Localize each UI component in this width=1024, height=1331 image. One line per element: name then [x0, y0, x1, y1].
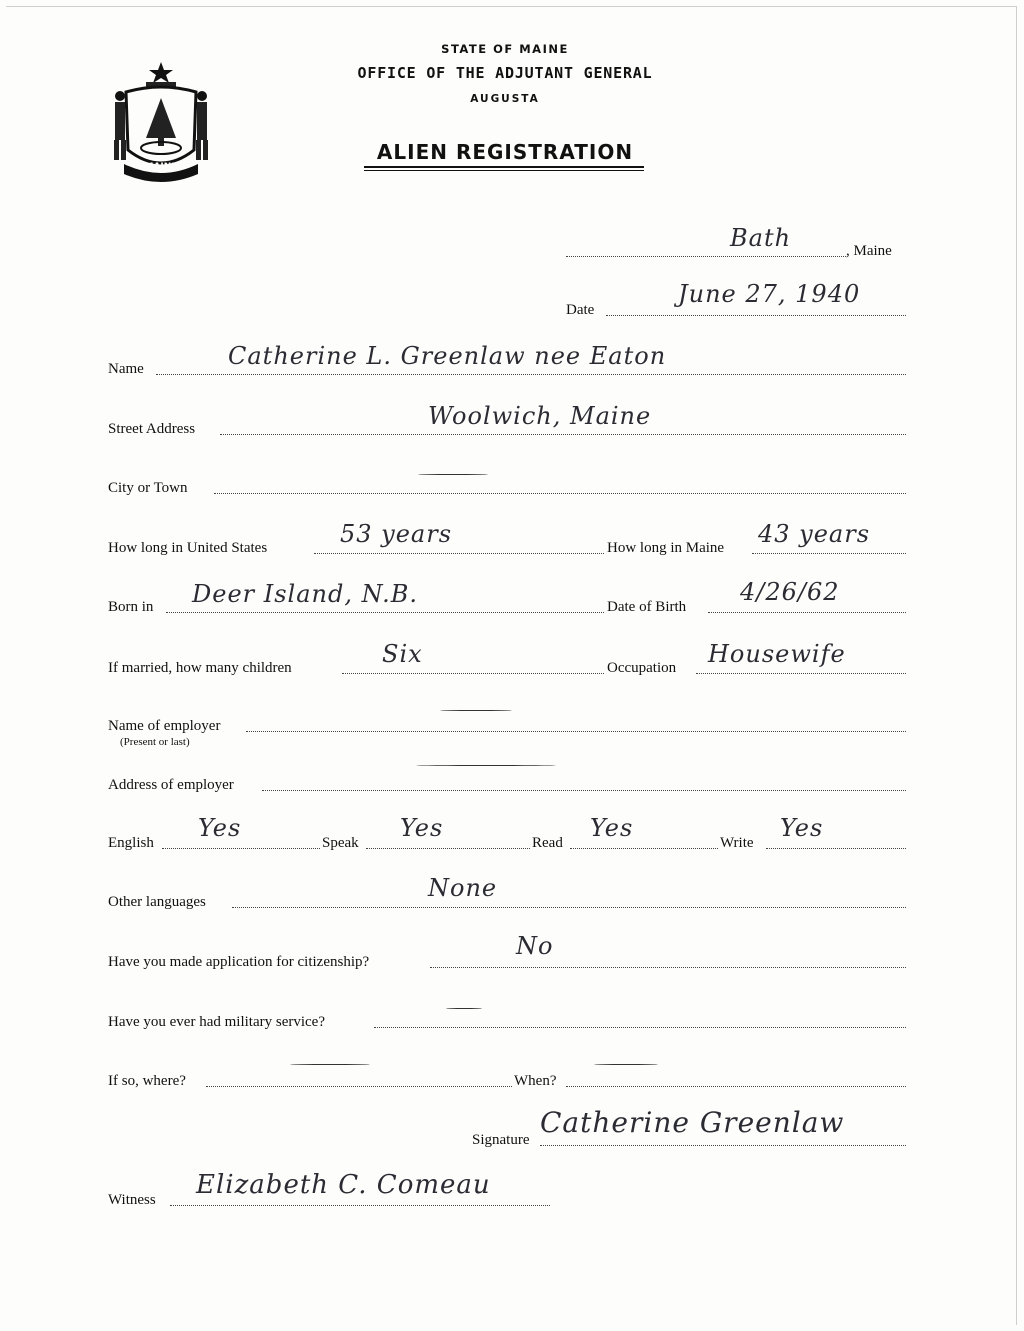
- occupation-line: [696, 673, 906, 674]
- read-line: [570, 848, 718, 849]
- write-entry[interactable]: Yes: [780, 814, 824, 842]
- how-long-maine-line: [752, 553, 906, 554]
- signature-entry[interactable]: Catherine Greenlaw: [540, 1106, 845, 1139]
- write-label: Write: [720, 835, 754, 851]
- title-underline: [364, 166, 644, 168]
- employer-blank-dash: [440, 710, 512, 711]
- speak-label: Speak: [322, 835, 359, 851]
- other-languages-label: Other languages: [108, 894, 206, 910]
- how-long-us-line: [314, 553, 604, 554]
- english-label: English: [108, 835, 154, 851]
- military-blank-dash: [446, 1008, 482, 1009]
- city-line: [214, 493, 906, 494]
- dob-line: [708, 612, 906, 613]
- signature-line: [540, 1145, 906, 1146]
- witness-line: [170, 1205, 550, 1206]
- other-languages-entry[interactable]: None: [428, 874, 498, 902]
- where-line: [206, 1086, 512, 1087]
- when-line: [566, 1086, 906, 1087]
- english-entry[interactable]: Yes: [198, 814, 242, 842]
- born-in-entry[interactable]: Deer Island, N.B.: [192, 580, 418, 608]
- citizenship-label: Have you made application for citizenship?: [108, 954, 370, 970]
- speak-line: [366, 848, 530, 849]
- how-long-maine-label: How long in Maine: [607, 540, 725, 556]
- title-underline-thin: [364, 170, 644, 171]
- dob-entry[interactable]: 4/26/62: [740, 578, 840, 606]
- children-label: If married, how many children: [108, 660, 292, 676]
- dob-label: Date of Birth: [607, 599, 687, 615]
- read-entry[interactable]: Yes: [590, 814, 634, 842]
- city-label: City or Town: [108, 480, 188, 496]
- employer-line: [246, 731, 906, 732]
- born-in-label: Born in: [108, 599, 154, 615]
- form-title: ALIEN REGISTRATION: [376, 140, 634, 164]
- how-long-us-label: How long in United States: [108, 540, 268, 556]
- maine-suffix-label: , Maine: [846, 243, 892, 259]
- english-line: [162, 848, 320, 849]
- name-line: [156, 374, 906, 375]
- children-entry[interactable]: Six: [382, 640, 423, 668]
- header-state: STATE OF MAINE: [441, 42, 569, 56]
- date-line: [606, 315, 906, 316]
- street-entry[interactable]: Woolwich, Maine: [428, 402, 652, 430]
- where-blank-dash: [290, 1064, 370, 1065]
- header-city: AUGUSTA: [470, 93, 540, 105]
- occupation-entry[interactable]: Housewife: [708, 640, 846, 668]
- city-blank-dash: [418, 474, 488, 475]
- employer-label: Name of employer: [108, 718, 221, 734]
- how-long-maine-entry[interactable]: 43 years: [758, 520, 871, 548]
- speak-entry[interactable]: Yes: [400, 814, 444, 842]
- occupation-label: Occupation: [607, 660, 677, 676]
- employer-address-blank-dash: [416, 765, 556, 766]
- when-label: When?: [514, 1073, 557, 1089]
- when-blank-dash: [594, 1064, 658, 1065]
- town-entry[interactable]: Bath: [730, 224, 792, 252]
- where-label: If so, where?: [108, 1073, 186, 1089]
- military-label: Have you ever had military service?: [108, 1014, 325, 1030]
- how-long-us-entry[interactable]: 53 years: [340, 520, 453, 548]
- other-languages-line: [232, 907, 906, 908]
- citizenship-line: [430, 967, 906, 968]
- street-label: Street Address: [108, 421, 196, 437]
- read-label: Read: [532, 835, 563, 851]
- military-line: [374, 1027, 906, 1028]
- name-label: Name: [108, 361, 144, 377]
- witness-label: Witness: [108, 1192, 156, 1208]
- born-in-line: [166, 612, 604, 613]
- date-entry[interactable]: June 27, 1940: [678, 280, 861, 308]
- town-line: [566, 256, 846, 257]
- employer-address-label: Address of employer: [108, 777, 234, 793]
- street-line: [220, 434, 906, 435]
- date-label: Date: [566, 302, 595, 318]
- employer-address-line: [262, 790, 906, 791]
- witness-entry[interactable]: Elizabeth C. Comeau: [196, 1170, 491, 1200]
- employer-sublabel: (Present or last): [120, 736, 190, 748]
- header-office: OFFICE OF THE ADJUTANT GENERAL: [357, 64, 653, 82]
- citizenship-entry[interactable]: No: [516, 932, 554, 960]
- name-entry[interactable]: Catherine L. Greenlaw nee Eaton: [228, 342, 667, 370]
- children-line: [342, 673, 604, 674]
- signature-label: Signature: [472, 1132, 530, 1148]
- seal-banner-text: MAINE: [144, 162, 178, 172]
- write-line: [766, 848, 906, 849]
